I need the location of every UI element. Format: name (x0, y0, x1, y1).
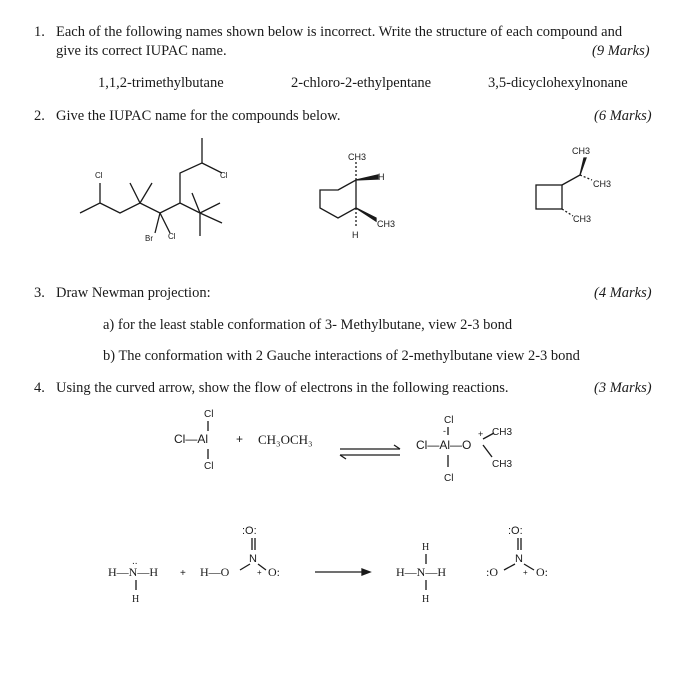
wedge-ch3-top (580, 158, 586, 175)
label-cl-bottom: Cl (168, 232, 176, 241)
ammonium-h-bottom: H (422, 594, 430, 605)
dimethyl-ether: CH₃OCH₃ (258, 432, 313, 447)
nitric-acid-o-top: :O: (242, 525, 257, 537)
skeleton-cl-right-bond (202, 163, 222, 173)
alcl3-cl-top: Cl (204, 409, 214, 420)
label-h-bottom: H (352, 230, 359, 240)
label-ch3-top: CH3 (572, 146, 591, 156)
q1-text-line2: give its correct IUPAC name. (56, 43, 227, 59)
nitrate-o-top: :O: (508, 525, 523, 537)
q2-structure-3 (530, 140, 640, 240)
q3-marks: (4 Marks) (594, 285, 652, 301)
product-cl-bottom: Cl (444, 473, 454, 484)
skeleton-upper-chain (180, 138, 202, 203)
skeleton-branch-2 (140, 183, 152, 203)
label-ch3-bottom: CH3 (377, 219, 396, 229)
plus-sign: + (236, 432, 244, 446)
q1-name-3: 3,5-dicyclohexylnonane (488, 75, 628, 91)
q1-marks: (9 Marks) (592, 43, 650, 59)
nitrate-plus: + (523, 568, 528, 577)
q2-text: Give the IUPAC name for the compounds below. (56, 108, 341, 124)
label-cl-right: Cl (220, 171, 228, 180)
ammonia-h-bottom: H (132, 594, 140, 605)
reaction-arrowhead (362, 569, 370, 575)
plus-sign-1: + (180, 568, 186, 579)
ammonia-lone-pair: .. (132, 556, 138, 567)
cyclobutane-ring (536, 185, 562, 209)
product-plus: + (478, 429, 484, 439)
nitric-acid-n: N (249, 553, 257, 565)
q2-structure-2 (310, 150, 420, 250)
skeleton-br-bond (155, 213, 160, 233)
q4-number: 4. (34, 380, 45, 396)
skeleton-right-1 (200, 203, 220, 213)
q2-number: 2. (34, 108, 45, 124)
q1-name-1: 1,1,2-trimethylbutane (98, 75, 224, 91)
ammonium: H—N—H (396, 565, 446, 579)
product-ch3-bottom: CH3 (492, 459, 513, 470)
q2-marks: (6 Marks) (594, 108, 652, 124)
nitric-acid-o-right: O: (268, 565, 280, 579)
product-minus: - (443, 426, 446, 436)
label-h-top: H (378, 172, 385, 182)
q4-reaction-2 (100, 510, 580, 610)
ammonium-h-top: H (422, 542, 430, 553)
skeleton-branch-1 (130, 183, 140, 203)
nitric-acid-plus: + (257, 568, 262, 577)
nitric-acid-ho: H—O (200, 565, 230, 579)
q3-part-b: b) The conformation with 2 Gauche interactions of 2-methylbutane view 2-3 bond (103, 348, 580, 364)
product-cl-top: Cl (444, 415, 454, 426)
q1-text-line1: Each of the following names shown below is incorrect. Write the structure of each compound and (56, 24, 623, 40)
skeleton-cl-bond (160, 213, 170, 233)
skeleton-main-chain (100, 203, 200, 213)
product-main: Cl—Al—O (416, 438, 472, 452)
q3-text: Draw Newman projection: (56, 285, 211, 301)
wedge-bond-bottom (356, 208, 376, 221)
label-cl-left: Cl (95, 171, 103, 180)
q4-reaction-1 (160, 405, 540, 490)
ammonia: H—N—H (108, 565, 158, 579)
dashed-ch3-right (580, 175, 592, 180)
q1-number: 1. (34, 24, 45, 40)
q3-part-a: a) for the least stable conformation of 3- Methylbutane, view 2-3 bond (103, 317, 513, 333)
skeleton-right-2 (200, 213, 222, 223)
q2-structure-1 (70, 128, 250, 248)
q1-name-2: 2-chloro-2-ethylpentane (291, 75, 432, 91)
label-ch3-bottom: CH3 (573, 214, 592, 224)
skeleton-left-arm (80, 183, 100, 213)
nitrate-o-left: :O (486, 565, 498, 579)
dashed-ch3-bottom (562, 209, 573, 216)
cyclohexane-ring (320, 180, 356, 218)
bond-ring-to-c (562, 175, 580, 185)
wedge-bond-top (356, 175, 378, 180)
product-ch3-top: CH3 (492, 427, 513, 438)
label-ch3-right: CH3 (593, 179, 612, 189)
nitrate-n: N (515, 553, 523, 565)
q4-marks: (3 Marks) (594, 380, 652, 396)
label-ch3-top: CH3 (348, 152, 367, 162)
nitrate-o-right: O: (536, 565, 548, 579)
alcl3-cl-bottom: Cl (204, 461, 214, 472)
label-br: Br (145, 234, 153, 243)
q4-text: Using the curved arrow, show the flow of electrons in the following reactions. (56, 380, 509, 396)
q3-number: 3. (34, 285, 45, 301)
alcl3-main: Cl—Al (174, 432, 209, 446)
